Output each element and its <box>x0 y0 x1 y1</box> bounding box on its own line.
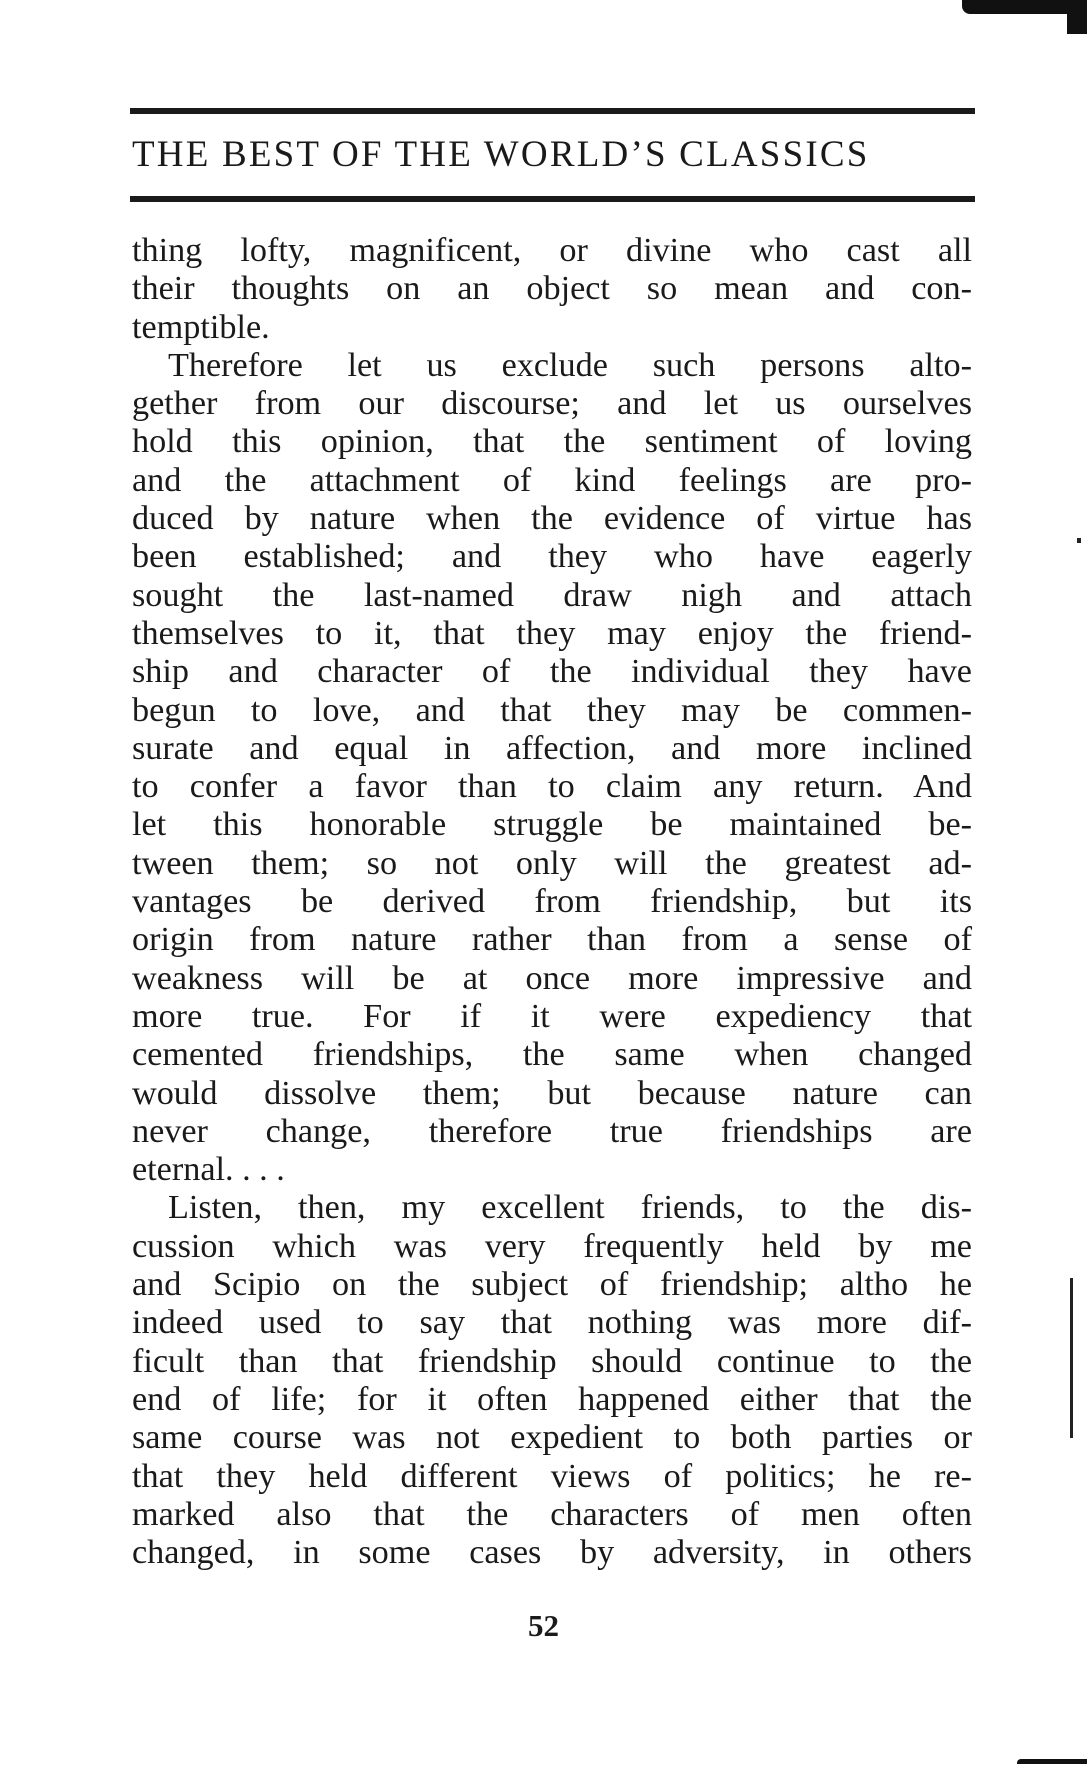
text-line: sought the last-named draw nigh and attach <box>132 576 972 614</box>
text-line: more true. For if it were expediency that <box>132 997 972 1035</box>
text-line: temptible. <box>132 308 270 346</box>
text-line: cussion which was very frequently held by me <box>132 1227 972 1265</box>
text-line: gether from our discourse; and let us ourselves <box>132 385 972 423</box>
text-line: indeed used to say that nothing was more dif- <box>132 1304 972 1342</box>
text-line: vantages be derived from friendship, but its <box>132 883 972 921</box>
text-line: ship and character of the individual they have <box>132 653 972 691</box>
margin-speck <box>1077 538 1081 543</box>
text-line: and the attachment of kind feelings are pro- <box>132 461 972 499</box>
text-line: and Scipio on the subject of friendship; altho he <box>132 1266 972 1304</box>
text-line: eternal. . . . <box>132 1151 285 1189</box>
text-line: been established; and they who have eagerly <box>132 538 972 576</box>
text-line: cemented friendships, the same when changed <box>132 1036 972 1074</box>
text-line: that they held different views of politics; he re- <box>132 1457 972 1495</box>
text-line: ficult than that friendship should continue to the <box>132 1342 972 1380</box>
text-line: Therefore let us exclude such persons alto- <box>168 346 972 384</box>
text-line: origin from nature rather than from a sense of <box>132 921 972 959</box>
text-line: to confer a favor than to claim any return. And <box>132 768 972 806</box>
text-line: let this honorable struggle be maintained be- <box>132 806 972 844</box>
text-line: end of life; for it often happened either that the <box>132 1380 972 1418</box>
text-line: hold this opinion, that the sentiment of loving <box>132 423 972 461</box>
header-rule-bottom <box>130 196 975 202</box>
text-line: same course was not expedient to both parties or <box>132 1419 972 1457</box>
text-line: themselves to it, that they may enjoy the friend- <box>132 614 972 652</box>
header-rule-top <box>130 108 975 114</box>
margin-bar-mark <box>1070 1278 1073 1438</box>
text-line: never change, therefore true friendships are <box>132 1112 972 1150</box>
text-line: duced by nature when the evidence of virtue has <box>132 500 972 538</box>
running-title: THE BEST OF THE WORLD’S CLASSICS <box>132 134 870 175</box>
text-line: weakness will be at once more impressive and <box>132 959 972 997</box>
text-line: surate and equal in affection, and more inclined <box>132 729 972 767</box>
text-line: changed, in some cases by adversity, in others <box>132 1534 972 1572</box>
page-corner-mark-bottom <box>1017 1759 1087 1764</box>
text-line: tween them; so not only will the greatest ad- <box>132 844 972 882</box>
text-line: thing lofty, magnificent, or divine who cast all <box>132 232 972 269</box>
text-line: would dissolve them; but because nature can <box>132 1074 972 1112</box>
page-body-text <box>132 232 972 1572</box>
text-line: marked also that the characters of men often <box>132 1495 972 1533</box>
text-line: Listen, then, my excellent friends, to the dis- <box>168 1189 972 1227</box>
page-number: 52 <box>528 1608 559 1643</box>
text-line: begun to love, and that they may be commen- <box>132 691 972 729</box>
text-line: their thoughts on an object so mean and con- <box>132 270 972 308</box>
page-corner-mark <box>962 0 1087 14</box>
